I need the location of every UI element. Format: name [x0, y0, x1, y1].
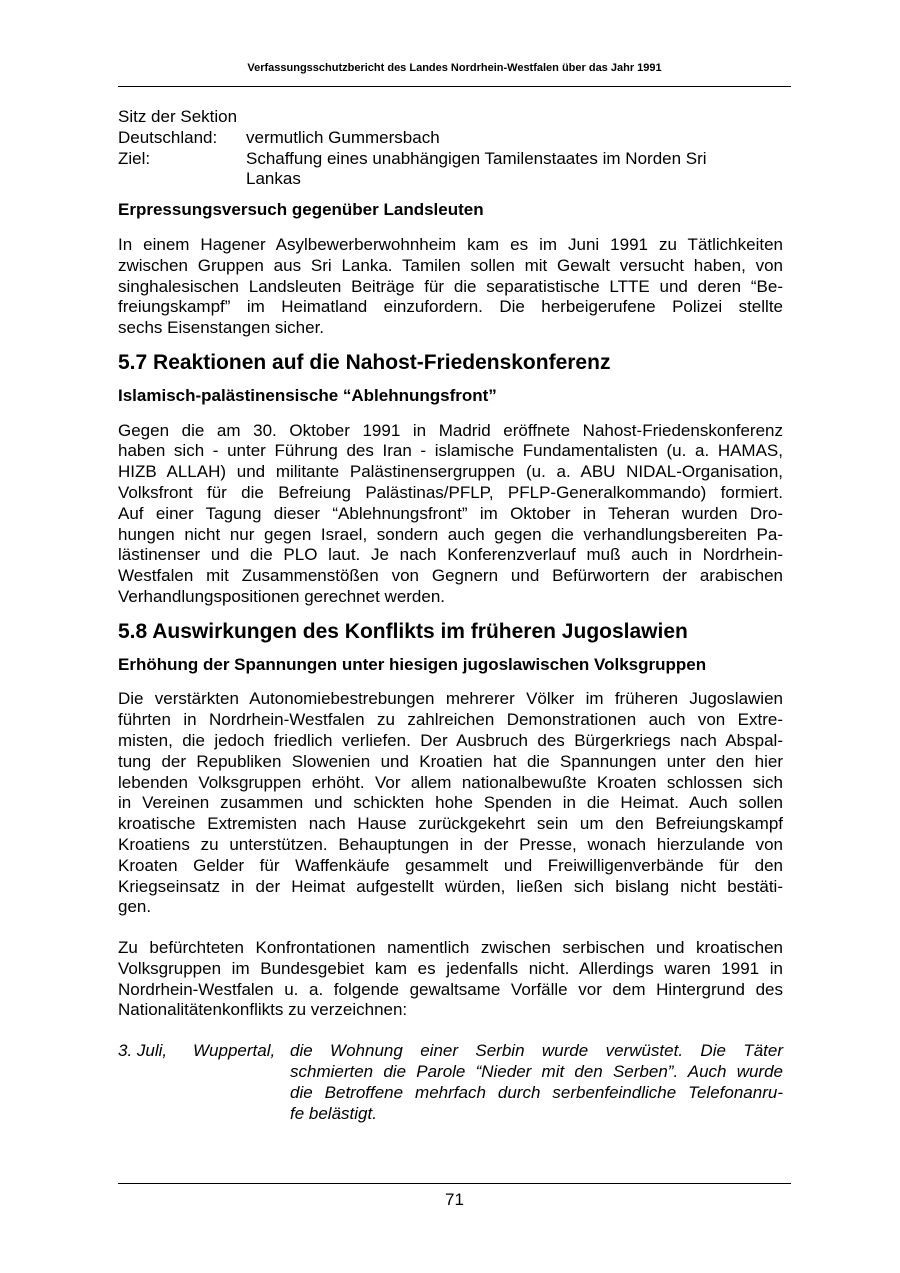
- text-line: schmierten die Parole “Nieder mit den Serben”. Auch wurde: [290, 1062, 783, 1082]
- text-line: In einem Hagener Asylbewerberwohnheim kam es im Juni 1991 zu Tätlichkeiten: [118, 234, 783, 254]
- text-line: gen.: [118, 897, 152, 917]
- info-value: vermutlich Gummersbach: [246, 127, 440, 147]
- text-line: Kroatiens zu unterstützen. Behauptungen in der Presse, wonach hierzulande von: [118, 834, 783, 854]
- text-line: Kriegseinsatz in der Heimat aufgestellt würden, ließen sich bislang nicht bestäti-: [118, 876, 783, 896]
- text-line: in Vereinen zusammen und schickten hohe Spenden in die Heimat. Auch sollen: [118, 793, 783, 813]
- section-heading-5-7: 5.7 Reaktionen auf die Nahost-Friedenskonferenz: [118, 350, 611, 374]
- paragraph-jugoslawien: [118, 689, 783, 918]
- text-line: zwischen Gruppen aus Sri Lanka. Tamilen sollen mit Gewalt versucht haben, von: [118, 255, 783, 275]
- header-rule: [118, 86, 791, 87]
- text-line: misten, die jedoch friedlich verliefen. Der Ausbruch des Bürgerkriegs nach Abspal-: [118, 730, 783, 750]
- info-label: Ziel:: [118, 148, 151, 168]
- text-line: lästinenser und die PLO laut. Je nach Konferenzverlauf muß auch in Nordrhein-: [118, 545, 783, 565]
- text-line: Nordrhein-Westfalen u. a. folgende gewaltsame Vorfälle vor dem Hintergrund des: [118, 979, 783, 999]
- incident-place: Wuppertal,: [193, 1041, 276, 1061]
- text-line: Auf einer Tagung dieser “Ablehnungsfront” im Oktober in Teheran wurden Dro-: [118, 503, 783, 523]
- subheading-erpressung: Erpressungsversuch gegenüber Landsleuten: [118, 200, 484, 220]
- text-line: fe belästigt.: [290, 1103, 377, 1123]
- text-line: Gegen die am 30. Oktober 1991 in Madrid eröffnete Nahost-Friedenskonferenz: [118, 420, 783, 440]
- running-header: Verfassungsschutzbericht des Landes Nordrhein-Westfalen über das Jahr 1991: [247, 62, 662, 74]
- incident-description: [290, 1041, 783, 1124]
- info-value-line: Lankas: [246, 169, 301, 189]
- text-line: Kroaten Gelder für Waffenkäufe gesammelt und Freiwilligenverbände für den: [118, 855, 783, 875]
- sitz-line: Sitz der Sektion: [118, 107, 238, 126]
- text-line: HIZB ALLAH) und militante Palästinensergruppen (u. a. ABU NIDAL-Organisation,: [118, 462, 783, 482]
- text-line: Verhandlungspositionen gerechnet werden.: [118, 586, 446, 606]
- info-row-deutschland: [118, 128, 783, 149]
- paragraph-erpressung: [118, 235, 783, 339]
- info-row-ziel: [118, 149, 783, 191]
- section-heading-5-8: 5.8 Auswirkungen des Konflikts im früheren Jugoslawien: [118, 619, 688, 643]
- text-line: haben sich - unter Führung des Iran - islamische Fundamentalisten (u. a. HAMAS,: [118, 441, 783, 461]
- text-line: hungen nicht nur gegen Israel, sondern auch gegen die verhandlungsbereiten Pa-: [118, 524, 783, 544]
- text-line: Nationalitätenkonflikts zu verzeichnen:: [118, 1000, 408, 1020]
- text-line: führten in Nordrhein-Westfalen zu zahlreichen Demonstrationen auch von Extre-: [118, 710, 783, 730]
- paragraph-konfrontationen: [118, 938, 783, 1021]
- text-line: die Betroffene mehrfach durch serbenfeindliche Telefonanru-: [290, 1082, 783, 1102]
- incident-entry: [118, 1041, 783, 1124]
- subheading-ablehnungsfront: Islamisch-palästinensische “Ablehnungsfront”: [118, 385, 497, 405]
- text-line: kroatische Extremisten nach Hause zurückgekehrt sein um den Befreiungskampf: [118, 814, 783, 834]
- info-label: Deutschland:: [118, 127, 218, 147]
- text-line: freiungskampf” im Heimatland einzufordern. Die herbeigerufene Polizei stellte: [118, 297, 783, 317]
- text-line: tung der Republiken Slowenien und Kroatien hat die Spannungen unter den hier: [118, 751, 783, 771]
- subheading-spannungen: Erhöhung der Spannungen unter hiesigen jugoslawischen Volksgruppen: [118, 654, 707, 674]
- text-line: Westfalen mit Zusammenstößen von Gegnern und Befürwortern der arabischen: [118, 566, 783, 586]
- text-line: Zu befürchteten Konfrontationen namentlich zwischen serbischen und kroatischen: [118, 938, 783, 958]
- footer-rule: [118, 1183, 791, 1184]
- text-line: sechs Eisenstangen sicher.: [118, 318, 325, 338]
- page-number: 71: [445, 1190, 464, 1209]
- info-value-line: Schaffung eines unabhängigen Tamilenstaates im Norden Sri: [246, 148, 707, 168]
- info-value: [246, 149, 783, 191]
- text-line: singhalesischen Landsleuten Beiträge für die separatistische LTTE und deren “Be-: [118, 276, 783, 296]
- text-line: Volksgruppen im Bundesgebiet kam es jedenfalls nicht. Allerdings waren 1991 in: [118, 958, 783, 978]
- text-line: lebenden Volksgruppen erhöht. Vor allem nationalbewußte Kroaten schlossen sich: [118, 772, 783, 792]
- page-body: [118, 107, 783, 1124]
- incident-date: 3. Juli,: [118, 1041, 168, 1061]
- text-line: Die verstärkten Autonomiebestrebungen mehrerer Völker im früheren Jugoslawien: [118, 689, 783, 709]
- text-line: Volksfront für die Befreiung Palästinas/PFLP, PFLP-Generalkommando) formiert.: [118, 482, 783, 502]
- text-line: die Wohnung einer Serbin wurde verwüstet. Die Täter: [290, 1041, 783, 1061]
- paragraph-nahost: [118, 421, 783, 608]
